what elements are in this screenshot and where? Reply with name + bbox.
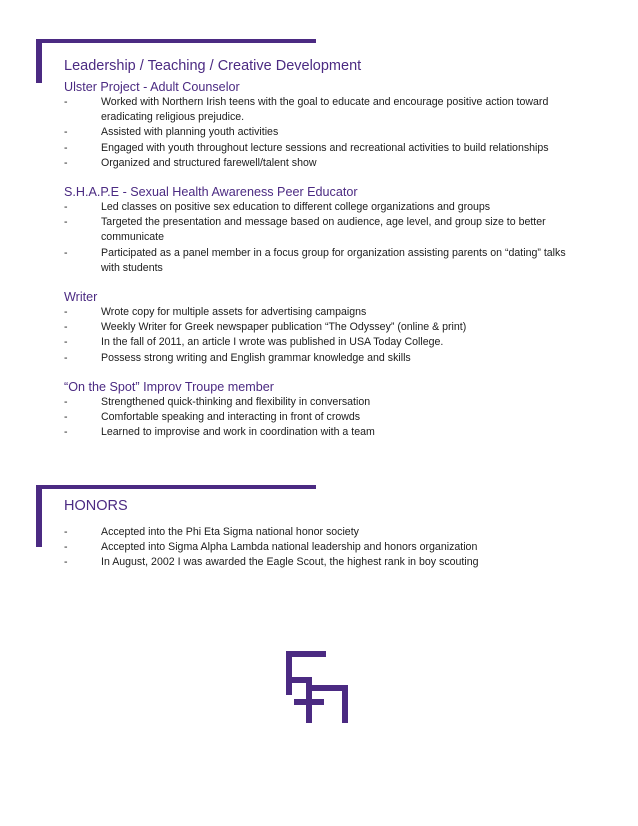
entry-shape-educator (64, 184, 584, 276)
list-item: - Accepted into Sigma Alpha Lambda national leadership and honors organization (64, 541, 478, 554)
entry-improv-troupe (64, 379, 584, 441)
entry-title: Writer (64, 290, 98, 305)
list-item: - Targeted the presentation and message based on audience, age level, and group size to better communicate (64, 216, 546, 244)
list-item: - Strengthened quick-thinking and flexibility in conversation (64, 395, 371, 408)
list-item: - In August, 2002 I was awarded the Eagle Scout, the highest rank in boy scouting (64, 556, 479, 569)
list-item: - Organized and structured farewell/talent show (64, 156, 317, 169)
list-item: - Led classes on positive sex education to different college organizations and groups (64, 201, 491, 214)
list-item: - Worked with Northern Irish teens with the goal to educate and encourage positive action toward eradicating religious prejudice. (64, 96, 549, 124)
section-title-leadership: Leadership / Teaching / Creative Development (64, 58, 362, 74)
entry-ulster-project (64, 79, 584, 171)
entry-title: “On the Spot” Improv Troupe member (64, 379, 274, 394)
honors-section (64, 497, 584, 571)
list-item: - Possess strong writing and English grammar knowledge and skills (64, 351, 411, 364)
list-item: - Assisted with planning youth activities (64, 126, 279, 139)
section-title-honors: HONORS (64, 498, 128, 514)
entry-writer (64, 289, 584, 366)
list-item: - Weekly Writer for Greek newspaper publication “The Odyssey” (online & print) (64, 321, 467, 334)
list-item: - Accepted into the Phi Eta Sigma national honor society (64, 526, 359, 538)
entry-title: S.H.A.P.E - Sexual Health Awareness Peer Educator (64, 185, 358, 200)
entry-title: Ulster Project - Adult Counselor (64, 80, 240, 94)
list-item: - Participated as a panel member in a focus group for organization assisting parents on “dating” talks with students (64, 246, 566, 274)
list-item: - In the fall of 2011, an article I wrote was published in USA Today College. (64, 336, 444, 349)
list-item: - Engaged with youth throughout lecture sessions and recreational activities to build relationships (64, 141, 549, 154)
leadership-section (64, 57, 584, 453)
monogram-logo-icon (286, 651, 348, 723)
list-item: - Learned to improvise and work in coordination with a team (64, 426, 375, 439)
list-item: - Comfortable speaking and interacting in front of crowds (64, 411, 361, 424)
list-item: - Wrote copy for multiple assets for advertising campaigns (64, 306, 367, 319)
